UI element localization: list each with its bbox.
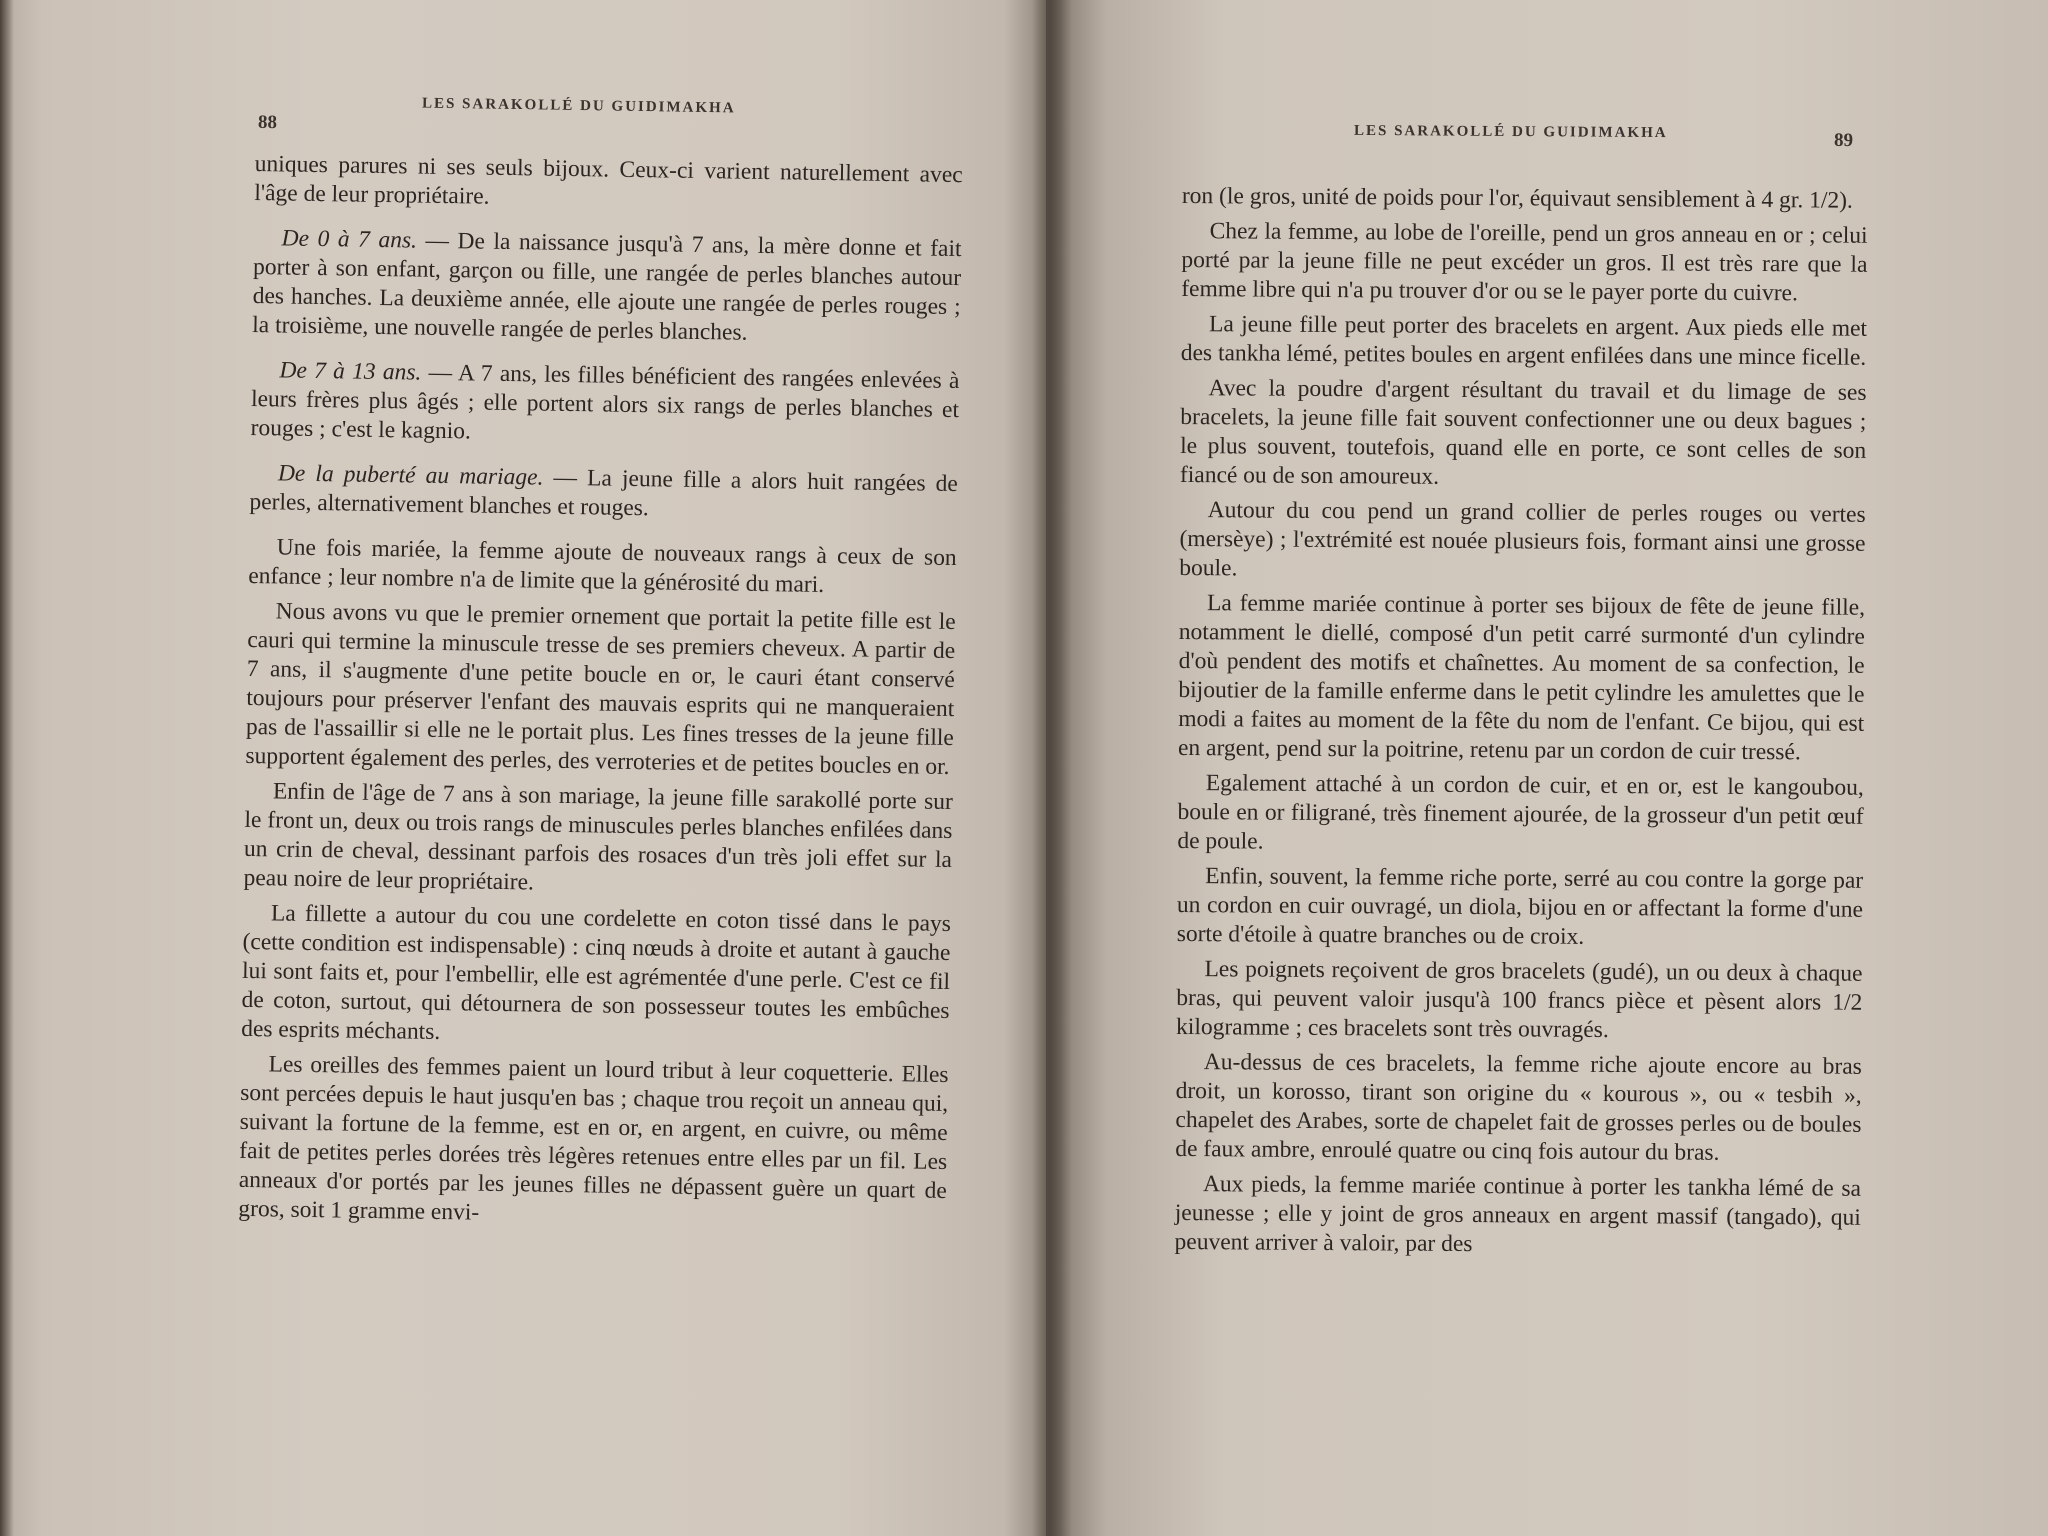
right-page-body <box>1174 182 1868 1268</box>
paragraph: Nous avons vu que le premier ornement que portait la petite fille est le cauri qui termine la minuscule tresse de ses premiers cheveux. A partir de 7 ans, il s'augmente d'une petite boucle en or, le cauri étant conservé toujours pour préserver l'enfant des mauvais esprits qui ne manqueraient pas de l'assaillir si elle ne le portait plus. Les fines tresses de la jeune fille supportent également des perles, des verroteries et de petites boucles en or. <box>245 598 956 780</box>
section-lead: De 7 à 13 ans. <box>279 357 422 386</box>
paragraph: ron (le gros, unité de poids pour l'or, équivaut sensiblement à 4 gr. 1/2). <box>1181 182 1853 214</box>
right-page-number: 89 <box>1833 129 1854 152</box>
left-page-number: 88 <box>257 111 278 134</box>
right-page <box>1046 0 2048 1536</box>
section-lead: De 0 à 7 ans. <box>281 225 418 254</box>
paragraph: Les oreilles des femmes paient un lourd tribut à leur coquetterie. Elles sont percées depuis le haut jusqu'en bas ; chaque trou reçoit un anneau qui, suivant la fortune de la femme, est en or, en argent, en cuivre, ou même fait de petites perles dorées très légères retenues entre elles par un fil. Les anneaux d'or portés par les jeunes filles ne dépassent guère un quart de gros, soit 1 gramme envi- <box>238 1051 949 1226</box>
paragraph: Les poignets reçoivent de gros bracelets (gudé), un ou deux à chaque bras, qui peuvent valoir jusqu'à 100 francs pièce et pèsent alors 1/2 kilogramme ; ces bracelets sont très ouvragés. <box>1176 956 1863 1043</box>
paragraph: De la puberté au mariage. — La jeune fille a alors huit rangées de perles, alternativement blanches et rouges. <box>249 460 959 522</box>
left-running-head: LES SARAKOLLÉ DU GUIDIMAKHA <box>421 95 736 117</box>
paragraph: Au-dessus de ces bracelets, la femme riche ajoute encore au bras droit, un korosso, tirant son origine du « kourous », ou « tesbih », chapelet des Arabes, sorte de chapelet fait de grosses perles ou de boules de faux ambre, enroulé quatre ou cinq fois autour du bras. <box>1175 1049 1862 1166</box>
paragraph: La jeune fille peut porter des bracelets en argent. Aux pieds elle met des tankha lémé, petites boules en argent enfilées dans une mince ficelle. <box>1180 311 1868 371</box>
right-running-head: LES SARAKOLLÉ DU GUIDIMAKHA <box>1353 122 1668 142</box>
paragraph: La femme mariée continue à porter ses bijoux de fête de jeune fille, notamment le diellé, composé d'un petit carré surmonté d'un cylindre d'où pendent des motifs et chaînettes. Au moment de sa confection, le bijoutier de la famille enferme dans le petit cylindre les amulettes que le modi a faites au moment de la fête du nom de l'enfant. Ce bijou, qui est en argent, pend sur la poitrine, retenu par un cordon de cuir tressé. <box>1177 590 1866 766</box>
paragraph: De 0 à 7 ans. — De la naissance jusqu'à 7 ans, la mère donne et fait porter à son enfant, garçon ou fille, une rangée de perles blanches autour des hanches. La deuxième année, elle ajoute une rangée de perles rouges ; la troisième, une nouvelle rangée de perles blanches. <box>252 225 962 346</box>
paragraph: Enfin de l'âge de 7 ans à son mariage, la jeune fille sarakollé porte sur le front un, deux ou trois rangs de minuscules perles blanches enfilées dans un crin de cheval, dessinant parfois des rosaces d'un très joli effet sur la peau noire de leur propriétaire. <box>243 778 954 896</box>
paragraph: La fillette a autour du cou une cordelette en coton tissé dans le pays (cette condition est indispensable) : cinq nœuds à droite et autant à gauche lui sont faits et, pour l'embellir, elle est agrémentée d'une perle. C'est ce fil de coton, surtout, qui détournera de son possesseur toutes les embûches des esprits méchants. <box>240 900 952 1046</box>
left-page-body <box>238 150 963 1241</box>
page-edge-shadow <box>0 0 14 1536</box>
section-lead: De la puberté au mariage. <box>277 460 544 491</box>
paragraph: Une fois mariée, la femme ajoute de nouveaux rangs à ceux de son enfance ; leur nombre n'a de limite que la générosité du mari. <box>248 534 957 598</box>
paragraph: Chez la femme, au lobe de l'oreille, pend un gros anneau en or ; celui porté par la jeune fille ne peut excéder un gros. Il est très rare que la femme libre qui n'a pu trouver d'or ou se le payer porte du cuivre. <box>1181 218 1868 307</box>
paragraph: Egalement attaché à un cordon de cuir, et en or, est le kangoubou, boule en or filigrané, très finement ajourée, de la grosseur d'un petit œuf de poule. <box>1177 770 1864 855</box>
paragraph: De 7 à 13 ans. — A 7 ans, les filles bénéficient des rangées enlevées à leurs frères plus âgés ; elle portent alors six rangs de perles blanches et rouges ; c'est le kagnio. <box>250 357 960 445</box>
paragraph: uniques parures ni ses seuls bijoux. Ceux-ci varient naturellement avec l'âge de leur propriétaire. <box>254 150 963 210</box>
paragraph: Autour du cou pend un grand collier de perles rouges ou vertes (mersèye) ; l'extrémité est nouée plusieurs fois, formant ainsi une grosse boule. <box>1179 497 1866 582</box>
paragraph: Avec la poudre d'argent résultant du travail et du limage de ses bracelets, la jeune fille fait souvent confectionner une ou deux bagues ; le plus souvent, toutefois, quand elle en porte, ce sont celles de son fiancé ou de son amoureux. <box>1179 375 1867 490</box>
paragraph: Enfin, souvent, la femme riche porte, serré au cou contre la gorge par un cordon en cuir ouvragé, un diola, bijou en or affectant la forme d'une sorte d'étoile à quatre branches ou de croix. <box>1176 863 1864 950</box>
paragraph: Aux pieds, la femme mariée continue à porter les tankha lémé de sa jeunesse ; elle y joint de gros anneaux en argent massif (tangado), qui peuvent arriver à valoir, par des <box>1174 1171 1862 1258</box>
